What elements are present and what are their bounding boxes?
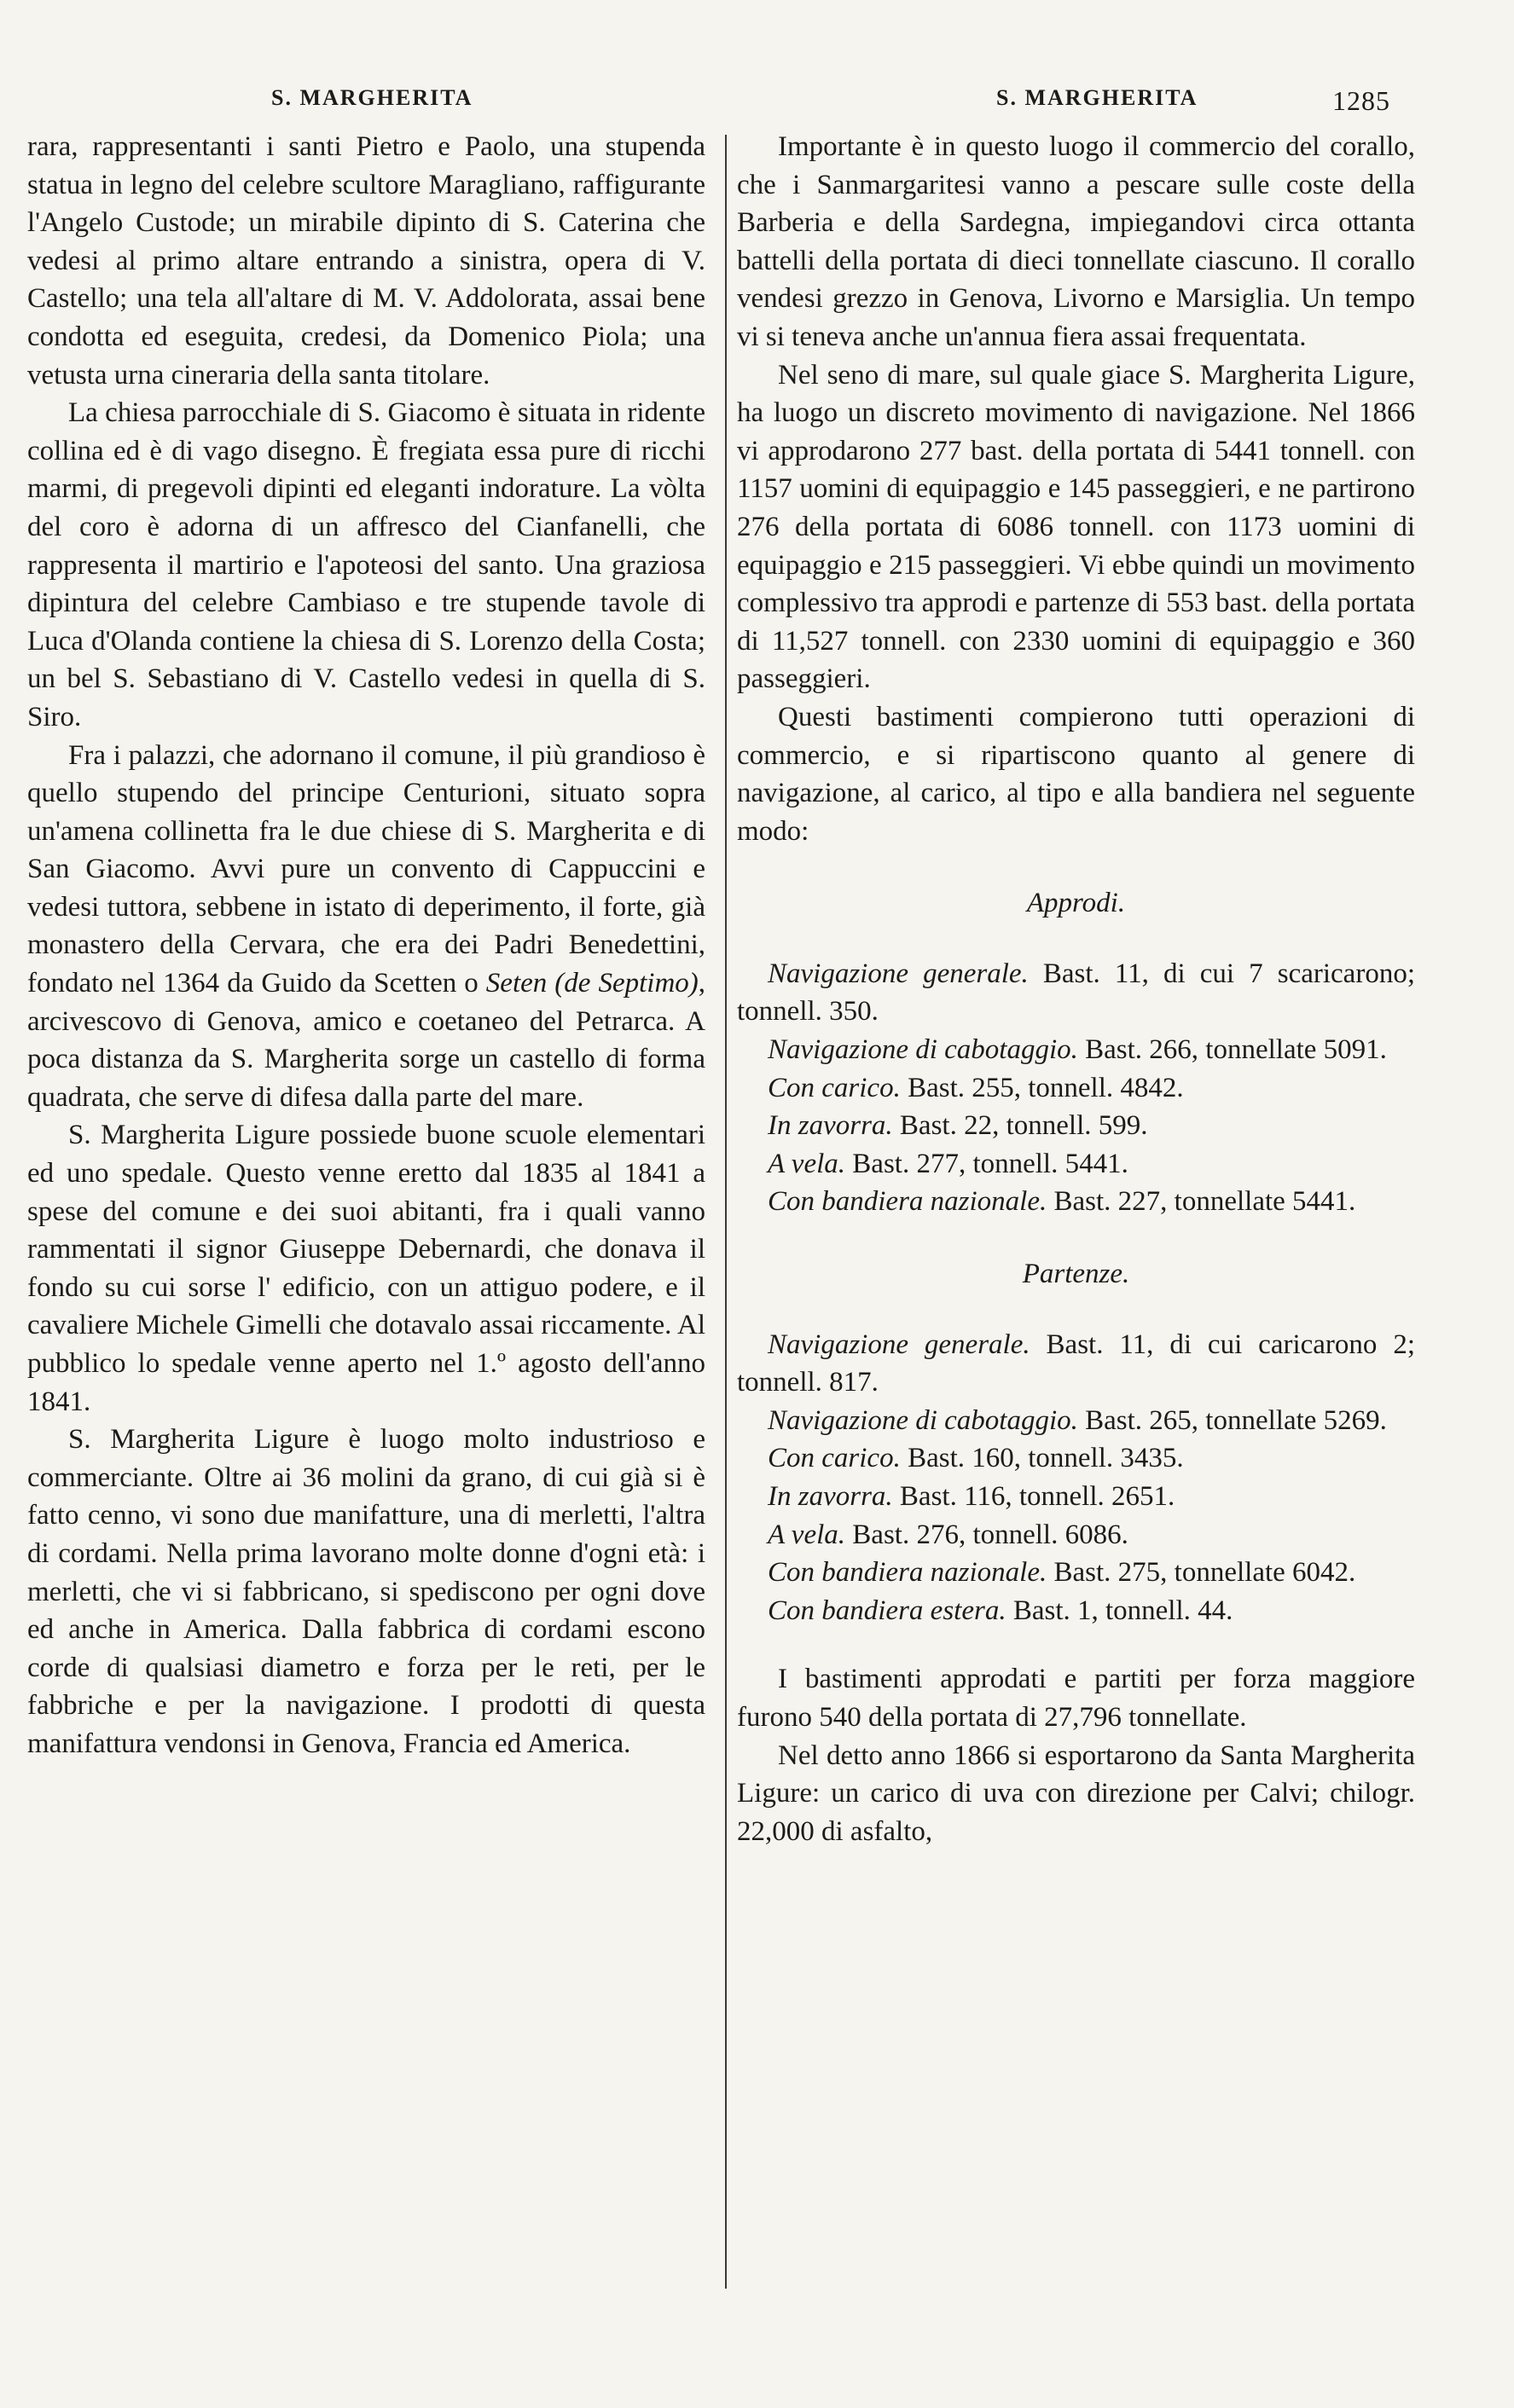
partenze-entry: A vela. Bast. 276, tonnell. 6086. [768,1519,1128,1550]
running-head-left: S. MARGHERITA [271,85,473,110]
palazzi-text-end: , arcivescovo di Genova, amico e coetaneo del Petrarca. A poca distanza da S. Margherita sorge un castello di forma quadrata, che serve di difesa dalla parte del mare. [27,968,706,1113]
partenze-entry: Navigazione di cabotaggio. Bast. 265, tonnellate 5269. [768,1404,1387,1436]
approdi-entry: Navigazione generale. Bast. 11, di cui 7 scaricarono; tonnell. 350. [737,958,1415,1027]
column-divider [725,135,727,2289]
page-number: 1285 [1332,85,1390,116]
partenze-entry: Con bandiera estera. Bast. 1, tonnell. 44. [768,1595,1233,1626]
partenze-entry: Con carico. Bast. 160, tonnell. 3435. [768,1443,1184,1474]
seten-italic: Seten (de Septimo) [485,968,699,999]
paragraph-continuation: rara, rappresentanti i santi Pietro e Paolo, una stupenda statua in legno del celebre scultore Maragliano, raffigurante l'Angelo Custode; un mirabile dipinto di S. Caterina che vedesi al primo altare entrando a sinistra, opera di V. Castello; una tela all'altare di M. V. Addolorata, assai bene condotta ed eseguita, credesi, da Domenico Piola; una vetusta urna cineraria della santa titolare. [27,131,705,391]
paragraph-bastimenti: Questi bastimenti compierono tutti operazioni di commercio, e si ripartiscono quanto al genere di navigazione, al carico, al tipo e alla bandiera nel seguente modo: [737,701,1415,847]
left-column [27,128,705,1763]
paragraph-scuole: S. Margherita Ligure possiede buone scuole elementari ed uno spedale. Questo venne eretto dal 1835 al 1841 a spese del comune e dei suoi abitanti, fra i quali vanno rammentati il signor Giuseppe Debernardi, che donava il fondo su cui sorse l' edificio, con un attiguo podere, e il cavaliere Michele Gimelli che dotavalo assai riccamente. Al pubblico lo spedale venne aperto nel 1.º agosto dell'anno 1841. [27,1120,705,1417]
paragraph-corallo: Importante è in questo luogo il commercio del corallo, che i Sanmargaritesi vanno a pescare sulle coste della Barberia e della Sardegna, impiegandovi circa ottanta battelli della portata di dieci tonnellate ciascuno. Il corallo vendesi grezzo in Genova, Livorno e Marsiglia. Un tempo vi si teneva anche un'annua fiera assai frequentata. [737,131,1415,352]
partenze-entry: In zavorra. Bast. 116, tonnell. 2651. [768,1481,1175,1512]
paragraph-esportazioni: Nel detto anno 1866 si esportarono da Santa Margherita Ligure: un carico di uva con direzione per Calvi; chilogr. 22,000 di asfalto, [737,1739,1415,1847]
paragraph-san-giacomo: La chiesa parrocchiale di S. Giacomo è situata in ridente collina ed è di vago disegno. È fregiata essa pure di ricchi marmi, di pregevoli dipinti ed eleganti indorature. La vòlta del coro è adorna di un affresco del Cianfanelli, che rappresenta il martirio e l'apoteosi del santo. Una graziosa dipintura del celebre Cambiaso e tre stupende tavole di Luca d'Olanda contiene la chiesa di S. Lorenzo della Costa; un bel S. Sebastiano di V. Castello vedesi in quella di S. Siro. [27,397,705,732]
paragraph-palazzi [27,737,705,1117]
partenze-entry: Navigazione generale. Bast. 11, di cui caricarono 2; tonnell. 817. [737,1328,1416,1398]
approdi-entry: A vela. Bast. 277, tonnell. 5441. [768,1148,1128,1179]
running-head-right: S. MARGHERITA [996,85,1198,110]
approdi-entry: In zavorra. Bast. 22, tonnell. 599. [768,1110,1148,1142]
right-column [737,128,1415,1850]
approdi-heading: Approdi. [1026,888,1126,919]
approdi-entry: Navigazione di cabotaggio. Bast. 266, tonnellate 5091. [768,1034,1387,1066]
approdi-entry: Con bandiera nazionale. Bast. 227, tonnellate 5441. [768,1186,1356,1218]
partenze-entry: Con bandiera nazionale. Bast. 275, tonnellate 6042. [768,1557,1356,1589]
paragraph-industria: S. Margherita Ligure è luogo molto industrioso e commerciante. Oltre ai 36 molini da grano, di cui già si è fatto cenno, vi sono due manifatture, una di merletti, l'altra di cordami. Nella prima lavorano molte donne d'ogni età: i merletti, che vi si fabbricano, si spediscono per ogni dove ed anche in America. Dalla fabbrica di cordami escono corde di qualsiasi diametro e forza per le reti, per le fabbriche e per la navigazione. I prodotti di questa manifattura vendonsi in Genova, Francia ed America. [27,1424,705,1759]
palazzi-text: Fra i palazzi, che adornano il comune, il più grandioso è quello stupendo del principe Centurioni, situato sopra un'amena collinetta fra le due chiese di S. Margherita e di San Giacomo. Avvi pure un convento di Cappuccini e vedesi tuttora, sebbene in istato di deperimento, il forte, già monastero della Cervara, che era dei Padri Benedettini, fondato nel 1364 da Guido da Scetten o [27,739,705,999]
paragraph-forza-maggiore: I bastimenti approdati e partiti per forza maggiore furono 540 della portata di 27,796 tonnellate. [737,1664,1415,1733]
approdi-entry: Con carico. Bast. 255, tonnell. 4842. [768,1072,1184,1103]
partenze-heading: Partenze. [1022,1259,1130,1290]
paragraph-navigazione: Nel seno di mare, sul quale giace S. Margherita Ligure, ha luogo un discreto movimento di navigazione. Nel 1866 vi approdarono 277 bast. della portata di 5441 tonnell. con 1157 uomini di equipaggio e 145 passeggieri, e ne partirono 276 della portata di 6086 tonnell. con 1173 uomini di equipaggio e 215 passeggieri. Vi ebbe quindi un movimento complessivo tra approdi e partenze di 553 bast. della portata di 11,527 tonnell. con 2330 uomini di equipaggio e 360 passeggieri. [737,359,1415,695]
